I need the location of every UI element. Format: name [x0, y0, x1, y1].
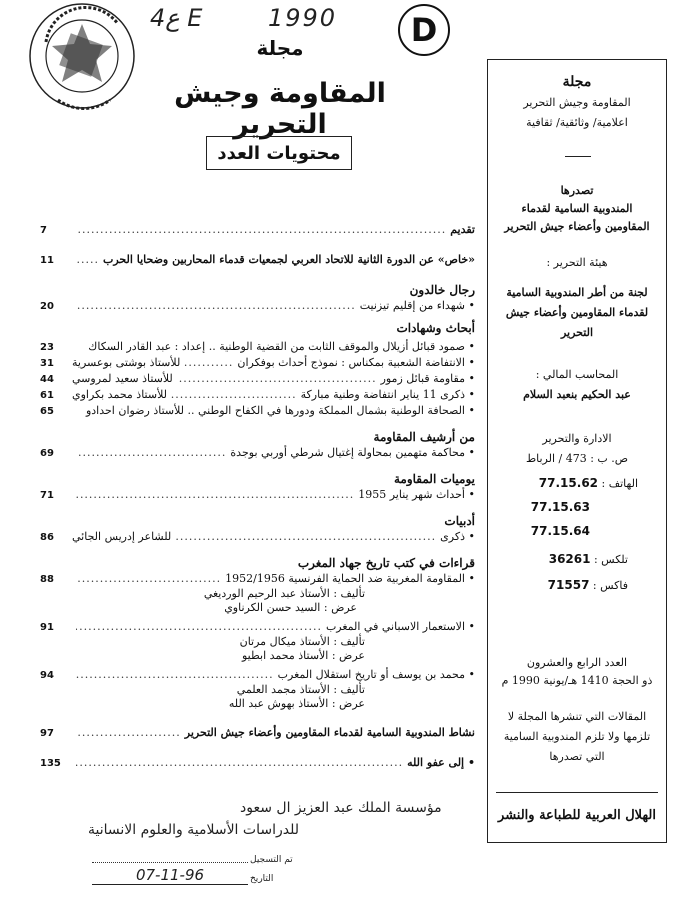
issue-number: العدد الرابع والعشرون	[526, 656, 628, 669]
toc-item-author: للأستاذ بوشتى بوعسرية	[72, 356, 181, 369]
toc-item-author: للأستاذ سعيد لمروسي	[72, 372, 173, 385]
toc-item	[40, 298, 475, 314]
short-divider	[565, 156, 591, 157]
toc-entry-page: 135	[40, 758, 61, 769]
registration-line	[92, 862, 248, 863]
published-by-label: تصدرها	[560, 184, 594, 197]
publisher-line2: المقاومين وأعضاء جيش التحرير	[504, 220, 650, 233]
sidebar-magazine-title: المقاومة وجيش التحرير	[523, 96, 631, 109]
leader-dots	[76, 252, 99, 267]
toc-entry-title: • إلى عفو الله	[407, 755, 475, 770]
toc-item-title: • محاكمة متهمين بمحاولة إغتيال شرطي أوربي بوجدة	[230, 445, 475, 460]
handwritten-institution-line1: مؤسسة الملك عبد العزيز ال سعود	[240, 800, 442, 816]
contents-title-box	[206, 136, 352, 170]
toc-item-page: 71	[40, 490, 54, 501]
toc-item-page: 88	[40, 574, 54, 585]
phone-row	[518, 476, 638, 490]
editorial-board-label: هيئة التحرير :	[546, 256, 608, 269]
accountant-label: المحاسب المالي :	[535, 368, 619, 381]
toc-item-title: • مقاومة قبائل زمور	[381, 371, 475, 386]
telex-label: تلكس :	[593, 553, 628, 566]
masthead-box	[487, 59, 667, 843]
toc-item-author: للأستاذ محمد بكراوي	[72, 388, 168, 401]
section-heading: رجال خالدون	[409, 283, 475, 297]
leader-dots	[177, 371, 377, 386]
editorial-line1: لجنة من أطر المندوبية السامية	[506, 286, 648, 299]
toc-item-page: 20	[40, 301, 54, 312]
toc-item-page: 61	[40, 390, 54, 401]
magazine-title: المقاومة وجيش التحرير	[174, 78, 386, 140]
toc-item	[40, 667, 475, 683]
section-heading: قراءات في كتب تاريخ جهاد المغرب	[297, 556, 475, 570]
fax-row	[518, 578, 638, 592]
section-heading: يوميات المقاومة	[393, 472, 475, 486]
table-of-contents	[40, 222, 475, 771]
toc-item	[40, 529, 475, 545]
toc-item-title: • ذكرى 11 يناير انتفاضة وطنية مباركة	[301, 387, 475, 402]
contents-title: محتويات العدد	[217, 142, 341, 164]
book-reviewer: عرض : السيد حسن الكرناوي	[224, 601, 357, 614]
toc-item-page: 65	[40, 406, 54, 417]
circle-letter-mark: D	[398, 4, 450, 56]
telex-row	[518, 552, 638, 566]
toc-item-page: 94	[40, 670, 54, 681]
toc-item-title: • ذكرى	[440, 529, 475, 544]
sidebar-magazine-word: مجلة	[562, 74, 592, 90]
toc-entry-title: «خاص» عن الدورة الثانية للاتحاد العربي لجمعيات قدماء المحاربين وضحايا الحرب	[102, 253, 475, 266]
toc-item-title: • أحداث شهر يناير 1955	[358, 487, 475, 502]
disclaimer-line3: التي تصدرها	[549, 750, 605, 763]
telex-number: 36261	[548, 552, 591, 566]
leader-dots	[76, 222, 446, 237]
magazine-word: مجلة	[256, 36, 304, 60]
date-label: التاريخ	[250, 874, 274, 884]
phone-number: 77.15.63	[530, 500, 590, 514]
section-heading: أبحاث وشهادات	[396, 321, 475, 335]
issue-date: ذو الحجة 1410 هـ/يونية 1990 م	[501, 674, 653, 687]
toc-item-page: 91	[40, 622, 54, 633]
fax-label: فاكس :	[592, 579, 628, 592]
printer-divider	[496, 792, 658, 793]
leader-dots	[76, 755, 403, 770]
toc-item-author: للشاعر إدريس الجائي	[72, 530, 172, 543]
toc-item-title: • الاستعمار الاسباني في المغرب	[326, 619, 475, 634]
toc-item-page: 23	[40, 342, 54, 353]
leader-dots	[76, 571, 221, 586]
fax-number: 71557	[547, 578, 590, 592]
library-stamp	[26, 2, 138, 110]
toc-entry	[40, 725, 475, 741]
toc-item	[40, 355, 475, 371]
toc-entry	[40, 222, 475, 238]
book-reviewer: عرض : الأستاذ محمد ابطيو	[241, 649, 365, 662]
toc-entry-title: نشاط المندوبية السامية لقدماء المقاومين وأعضاء جيش التحرير	[184, 726, 475, 739]
editorial-line2: لقدماء المقاومين وأعضاء جيش	[505, 306, 649, 319]
toc-item	[40, 403, 475, 419]
phone-label: الهاتف :	[601, 477, 638, 490]
handwritten-institution-line2: للدراسات الأسلامية والعلوم الانسانية	[88, 822, 299, 838]
section-heading: من أرشيف المقاومة	[373, 430, 475, 444]
toc-item	[40, 387, 475, 403]
section-heading: أدبيات	[444, 514, 475, 528]
toc-item	[40, 619, 475, 635]
toc-entry-page: 11	[40, 255, 54, 266]
toc-item-title: • محمد بن يوسف أو تاريخ استقلال المغرب	[278, 667, 475, 682]
disclaimer-line2: تلزمها ولا تلزم المندوبية السامية	[503, 730, 651, 743]
publisher-line1: المندوبية السامية لقدماء	[521, 202, 633, 215]
handwritten-year: 1990	[268, 4, 338, 32]
toc-item-title: • صمود قبائل أزيلال والموقف الثابت من القضية الوطنية .. إعداد : عبد القادر السكاك	[88, 339, 475, 354]
book-author: تأليف : الأستاذ ميكال مرتان	[239, 635, 365, 648]
toc-item-title: • الصحافة الوطنية بشمال المملكة ودورها في الكفاح الوطني .. للأستاذ رضوان احدادو	[86, 403, 475, 418]
printer-name: الهلال العربية للطباعة والنشر	[498, 808, 656, 823]
toc-item-page: 69	[40, 448, 54, 459]
toc-item-title: • المقاومة المغربية ضد الحماية الفرنسية 1952/1956	[225, 571, 475, 586]
handwritten-code: ع4 E	[150, 4, 205, 32]
leader-dots	[184, 355, 233, 370]
book-reviewer: عرض : الأستاذ بهوش عبد الله	[228, 697, 365, 710]
registration-date: 07-11-96	[92, 866, 248, 885]
leader-dots	[76, 725, 181, 740]
toc-entry	[40, 252, 475, 268]
toc-item	[40, 487, 475, 503]
toc-item-title: • شهداء من إقليم تيزنيت	[360, 298, 475, 313]
toc-entry-page: 7	[40, 225, 47, 236]
toc-item	[40, 571, 475, 587]
po-box: ص. ب : 473 / الرباط	[525, 452, 629, 465]
phone-row	[518, 524, 638, 538]
leader-dots	[171, 387, 297, 402]
phone-number: 77.15.62	[538, 476, 599, 490]
book-author: تأليف : الأستاذ عبد الرحيم الورديغي	[203, 587, 365, 600]
book-author: تأليف : الأستاذ مجمد العلمي	[236, 683, 365, 696]
admin-label: الادارة والتحرير	[542, 432, 612, 445]
toc-entry-title: تقديم	[450, 223, 475, 236]
accountant-name: عبد الحكيم بنعبد السلام	[523, 388, 631, 401]
toc-item	[40, 371, 475, 387]
toc-item-page: 31	[40, 358, 54, 369]
toc-item-page: 86	[40, 532, 54, 543]
toc-item	[40, 339, 475, 355]
disclaimer-line1: المقالات التي تنشرها المجلة لا	[507, 710, 647, 723]
leader-dots	[76, 619, 322, 634]
phone-number: 77.15.64	[530, 524, 590, 538]
sidebar-magazine-type: اعلامية/ وثائقية/ ثقافية	[526, 116, 628, 129]
editorial-line3: التحرير	[560, 326, 594, 339]
toc-entry-page: 97	[40, 728, 54, 739]
phone-row	[518, 500, 638, 514]
leader-dots	[175, 529, 436, 544]
leader-dots	[76, 298, 356, 313]
toc-item-page: 44	[40, 374, 54, 385]
leader-dots	[76, 667, 274, 682]
toc-item-title: • الانتفاضة الشعبية بمكناس : نموذج أحداث بوفكران	[237, 355, 475, 370]
toc-item	[40, 445, 475, 461]
registration-label: تم التسجيل	[250, 855, 293, 865]
leader-dots	[76, 487, 354, 502]
toc-entry	[40, 755, 475, 771]
leader-dots	[76, 445, 226, 460]
